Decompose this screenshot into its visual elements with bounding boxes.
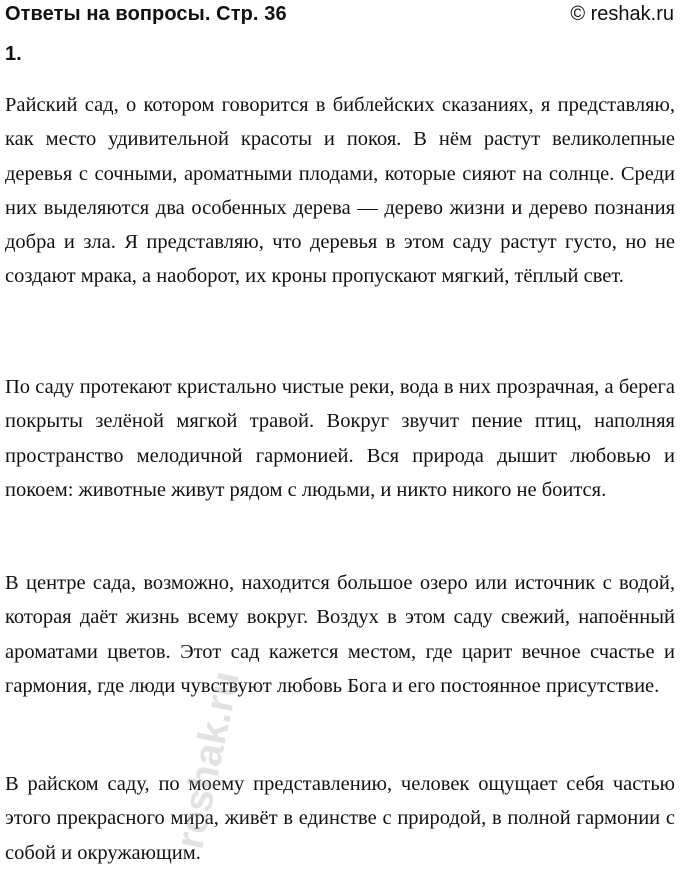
answer-paragraph-2: По саду протекают кристально чистые реки, вода в них прозрачная, а берега покрыты зелёной мягкой травой. Вокруг звучит пение птиц, наполняя пространство мелодичной гармонией. Вся природа дышит любовью и покоем: животные живут рядом с людьми, и никто никого не боится. — [5, 376, 675, 501]
answer-paragraph-1: Райский сад, о котором говорится в библейских сказаниях, я представляю, как место удивительной красоты и покоя. В нём растут великолепные деревья с сочными, ароматными плодами, которые сияют на солнце. Среди них выделяются два особенных дерева — дерево жизни и дерево познания добра и зла. Я представляю, что деревья в этом саду растут густо, но не создают мрака, а наоборот, их кроны пропускают мягкий, тёплый свет. — [5, 94, 675, 288]
answer-paragraph-3: В центре сада, возможно, находится большое озеро или источник с водой, которая даёт жизнь всему вокруг. Воздух в этом саду свежий, напоённый ароматами цветов. Этот сад кажется местом, где царит вечное счастье и гармония, где люди чувствуют любовь Бога и его постоянное присутствие. — [5, 572, 675, 697]
answer-paragraph-4: В райском саду, по моему представлению, человек ощущает себя частью этого прекрасного мира, живёт в единстве с природой, в полной гармонии с собой и окружающим. — [5, 773, 675, 864]
page-header — [5, 1, 674, 27]
site-credit: © reshak.ru — [570, 2, 674, 25]
watermark-logo: reshak.ru — [167, 667, 248, 853]
page-title: Ответы на вопросы. Стр. 36 — [5, 2, 287, 25]
question-number: 1. — [5, 43, 22, 65]
